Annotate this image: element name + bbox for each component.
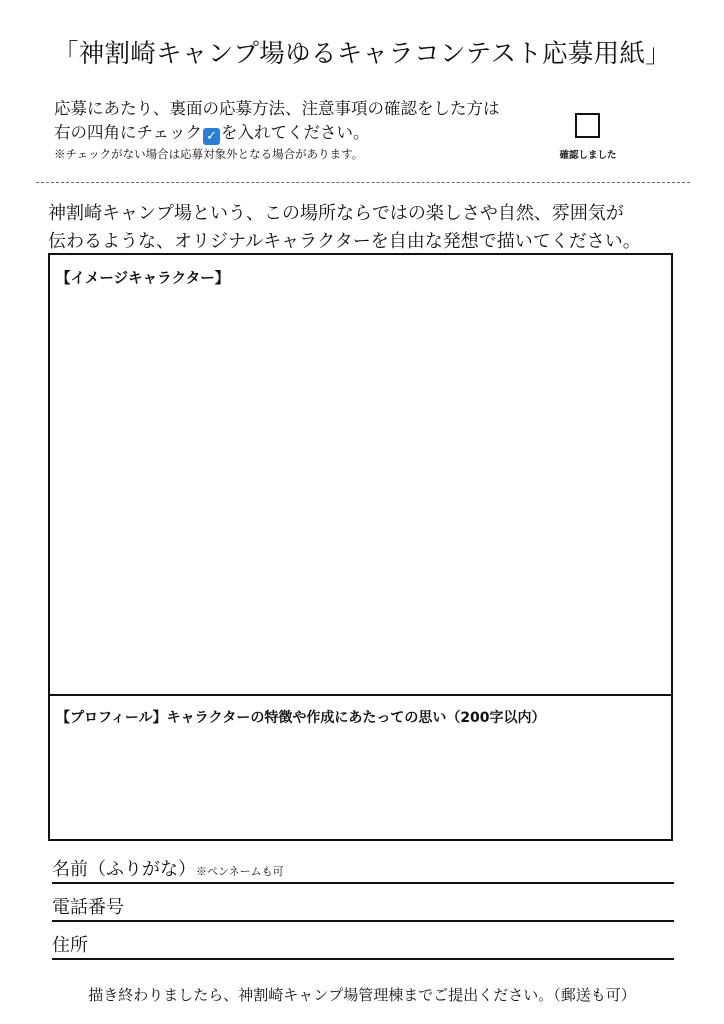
- address-field[interactable]: [52, 934, 674, 960]
- dashed-divider: [36, 182, 690, 183]
- frame-divider: [50, 694, 671, 696]
- name-note: ※ペンネームも可: [196, 865, 284, 878]
- notice-line-2: [54, 121, 500, 145]
- image-character-heading: 【イメージキャラクター】: [56, 271, 230, 287]
- instructions: [48, 200, 641, 256]
- confirmation-notice: [54, 97, 500, 163]
- confirm-label: 確認しました: [559, 150, 617, 161]
- submission-footer: 描き終わりましたら、神割崎キャンプ場管理棟までご提出ください。（郵送も可）: [88, 986, 636, 1004]
- address-label: 住所: [52, 935, 88, 956]
- name-field[interactable]: [52, 858, 674, 884]
- phone-field[interactable]: [52, 896, 674, 922]
- profile-heading: 【プロフィール】キャラクターの特徴や作成にあたっての思い（200字以内）: [56, 710, 546, 726]
- confirm-checkbox[interactable]: [575, 113, 600, 138]
- checkmark-icon: ✓: [203, 128, 220, 145]
- instructions-line-1: 神割崎キャンプ場という、この場所ならではの楽しさや自然、雰囲気が: [48, 203, 624, 224]
- instructions-line-2: 伝わるような、オリジナルキャラクターを自由な発想で描いてください。: [48, 231, 641, 252]
- notice-line-1: 応募にあたり、裏面の応募方法、注意事項の確認をした方は: [54, 99, 500, 118]
- page-title: 「神割崎キャンプ場ゆるキャラコンテスト応募用紙」: [52, 39, 672, 69]
- name-label: 名前（ふりがな）: [52, 859, 196, 880]
- drawing-frame: [48, 253, 673, 841]
- notice-small-print: ※チェックがない場合は応募対象外となる場合があります。: [54, 147, 364, 161]
- notice-line-2-before: 右の四角にチェック: [54, 123, 203, 142]
- notice-line-2-after: を入れてください。: [221, 123, 370, 142]
- phone-label: 電話番号: [52, 897, 124, 918]
